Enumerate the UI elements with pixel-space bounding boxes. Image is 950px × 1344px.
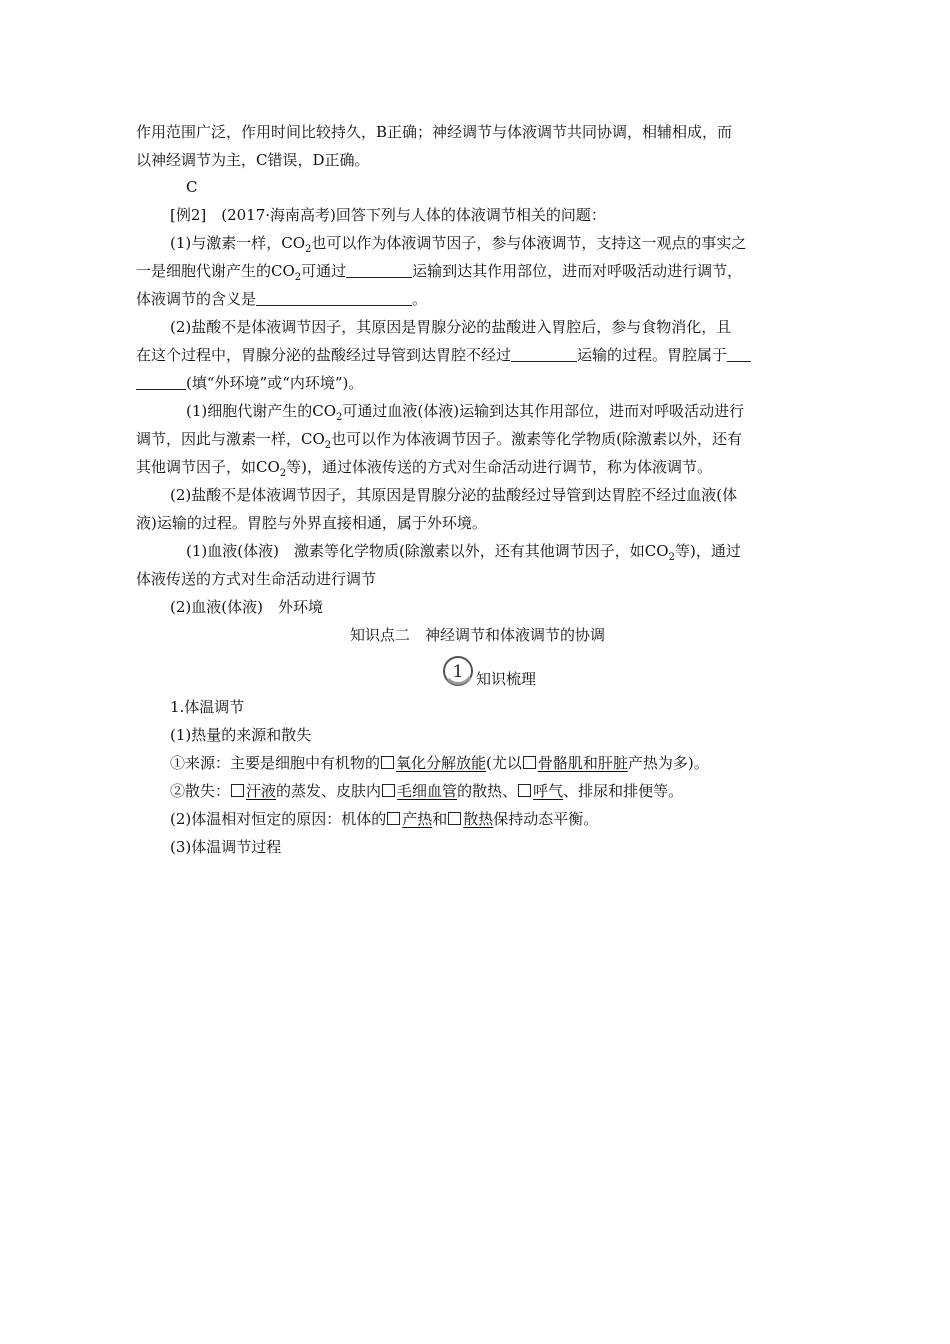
question-line (136, 288, 427, 310)
subsection-label: 知识梳理 (476, 670, 537, 688)
answer-line: C (186, 178, 198, 196)
badge-number: 1 (452, 662, 464, 682)
text-run: (填“外环境”或“内环境”)。 (186, 374, 364, 392)
answer-blank (727, 347, 751, 362)
analysis-line: (2)盐酸不是体液调节因子，其原因是胃腺分泌的盐酸经过导管到达胃腔不经过血液(体 (170, 486, 738, 504)
heading-line: 1.体温调节 (170, 698, 245, 716)
answer-blank (346, 263, 412, 278)
fill-box-icon (231, 784, 244, 797)
text-run: ①来源：主要是细胞中有机物的 (170, 754, 381, 772)
text-line: 作用范围广泛，作用时间比较持久，B正确；神经调节与体液调节共同协调，相辅相成，而 (136, 123, 733, 141)
final-answer-line: 体液传送的方式对生命活动进行调节 (136, 570, 377, 588)
text-run: 体液调节的含义是 (136, 290, 257, 308)
underlined-answer: 呼气 (533, 782, 564, 800)
question-line: (2)盐酸不是体液调节因子，其原因是胃腺分泌的盐酸进入胃腔后，参与食物消化，且 (170, 318, 732, 336)
analysis-line (136, 428, 742, 457)
fill-box-icon (448, 812, 461, 825)
text-run: (尤以 (486, 754, 522, 772)
subscript: 2 (305, 244, 312, 255)
answer-blank (136, 375, 186, 390)
text-line: 以神经调节为主，C错误，D正确。 (136, 151, 370, 169)
subscript: 2 (294, 272, 302, 283)
subscript: 2 (324, 440, 332, 451)
text-run: 也可以作为体液调节因子。激素等化学物质(除激素以外，还有 (331, 430, 743, 448)
text-run: 等)，通过 (674, 542, 741, 560)
underlined-answer: 产热 (402, 810, 433, 828)
underlined-answer: 毛细血管 (397, 782, 458, 800)
text-line (170, 752, 709, 774)
fill-box-icon (523, 756, 536, 769)
text-run: 运输到达其作用部位，进而对呼吸活动进行调节， (412, 262, 743, 280)
text-run: 可通过 (301, 262, 347, 280)
text-run: 。 (412, 290, 428, 308)
text-line: (3)体温调节过程 (170, 838, 282, 856)
text-line: (1)热量的来源和散失 (170, 726, 312, 744)
question-line (136, 260, 742, 289)
text-run: 的散热、 (457, 782, 518, 800)
text-line (170, 780, 683, 802)
analysis-line (186, 400, 744, 429)
example-heading: [例2] (2017·海南高考)回答下列与人体的体液调节相关的问题： (170, 206, 606, 224)
text-run: 、排尿和排便等。 (563, 782, 684, 800)
final-answer-line (186, 540, 741, 569)
fill-box-icon (382, 784, 395, 797)
answer-blank (256, 291, 412, 306)
underlined-answer: 散热 (463, 810, 494, 828)
text-run: 保持动态平衡。 (493, 810, 599, 828)
text-run: 可通过血液(体液)运输到达其作用部位，进而对呼吸活动进行 (342, 402, 745, 420)
text-run: ②散失： (170, 782, 231, 800)
analysis-line (136, 456, 712, 485)
text-run: 和 (432, 810, 448, 828)
subscript: 2 (336, 412, 343, 423)
question-line (170, 232, 746, 261)
underlined-answer: 汗液 (246, 782, 277, 800)
final-answer-line: (2)血液(体液) 外环境 (170, 598, 323, 616)
analysis-line: 液)运输的过程。胃腔与外界直接相通，属于外环境。 (136, 514, 487, 532)
text-run: 一是细胞代谢产生的CO (136, 262, 295, 280)
text-run: (1)细胞代谢产生的CO (186, 402, 337, 420)
subscript: 2 (279, 468, 287, 479)
circled-number-icon (442, 655, 474, 687)
underlined-answer: 骨骼肌和肝脏 (537, 754, 628, 772)
text-line (170, 808, 598, 830)
text-run: 调节，因此与激素一样，CO (136, 430, 325, 448)
text-run: 在这个过程中，胃腺分泌的盐酸经过导管到达胃腔不经过 (136, 346, 512, 364)
fill-box-icon (518, 784, 531, 797)
subscript: 2 (668, 552, 675, 563)
text-run: 其他调节因子，如CO (136, 458, 280, 476)
text-run: (1)与激素一样，CO (170, 234, 306, 252)
text-run: 等)，通过体液传送的方式对生命活动进行调节，称为体液调节。 (286, 458, 713, 476)
text-run: 运输的过程。胃腔属于 (577, 346, 728, 364)
underlined-answer: 氧化分解放能 (396, 754, 487, 772)
text-run: 产热为多)。 (627, 754, 709, 772)
section-title: 知识点二 神经调节和体液调节的协调 (350, 626, 606, 644)
text-run: (1)血液(体液) 激素等化学物质(除激素以外，还有其他调节因子，如CO (186, 542, 669, 560)
text-run: (2)体温相对恒定的原因：机体的 (170, 810, 387, 828)
answer-blank (511, 347, 577, 362)
question-line (136, 372, 363, 394)
text-run: 的蒸发、皮肤内 (276, 782, 382, 800)
question-line (136, 344, 751, 366)
fill-box-icon (381, 756, 394, 769)
fill-box-icon (387, 812, 400, 825)
text-run: 也可以作为体液调节因子，参与体液调节，支持这一观点的事实之 (311, 234, 747, 252)
